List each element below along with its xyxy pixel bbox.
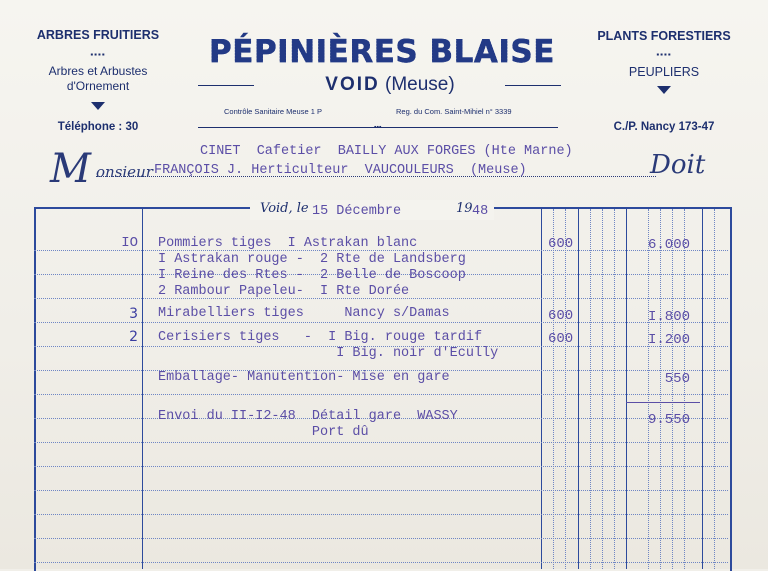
column-divider <box>672 209 673 569</box>
divider <box>505 85 561 86</box>
column-divider <box>541 209 542 569</box>
header-right-line1: PLANTS FORESTIERS <box>597 29 731 43</box>
row-qty: IO <box>121 235 138 251</box>
ruled-line <box>34 394 728 395</box>
row-description: Envoi du II-I2-48 Détail gare WASSY <box>158 409 458 424</box>
ruled-line <box>34 466 728 467</box>
script-doit: Doit <box>650 150 706 180</box>
ruled-line <box>34 514 728 515</box>
header-left <box>22 28 174 133</box>
phone-number: Téléphone : 30 <box>57 121 139 133</box>
column-divider <box>553 209 554 569</box>
column-divider <box>714 209 715 569</box>
trade-registry: Reg. du Com. Saint-Mihiel n° 3339 <box>396 107 512 116</box>
row-description: 2 Rambour Papeleu- I Rte Dorée <box>158 284 410 299</box>
sanitary-control: Contrôle Sanitaire Meuse 1 P <box>224 107 322 116</box>
town-name: VOID <box>325 74 380 95</box>
date-year: 48 <box>472 204 489 219</box>
ruled-line <box>34 490 728 491</box>
row-unit-price: 600 <box>548 308 574 324</box>
row-unit-price: 600 <box>548 236 574 252</box>
ornament-divider-icon: ▪▪▪▪ <box>90 50 106 59</box>
company-name: PÉPINIÈRES BLAISE <box>192 34 572 70</box>
row-qty: 2 <box>129 329 138 345</box>
row-amount: 550 <box>664 371 690 387</box>
row-description: Port dû <box>158 425 369 440</box>
addressee-line-1: CINET Cafetier BAILLY AUX FORGES (Hte Marne) <box>200 144 573 159</box>
script-onsieur: onsieur <box>96 163 153 181</box>
ruled-line <box>34 562 728 563</box>
row-unit-price: 600 <box>548 331 574 347</box>
row-description: I Reine des Rtes - 2 Belle de Boscoop <box>158 268 466 283</box>
column-divider <box>578 209 579 569</box>
date-year-prefix: 19 <box>456 201 473 216</box>
row-description: Mirabelliers tiges Nancy s/Damas <box>158 306 450 321</box>
column-divider <box>660 209 661 569</box>
divider <box>198 85 254 86</box>
rule-ornament-icon: ▪▪▪ <box>374 124 382 131</box>
column-divider <box>626 209 627 569</box>
script-m: M <box>50 146 91 192</box>
triangle-ornament-icon <box>22 94 174 114</box>
header-left-line1: ARBRES FRUITIERS <box>36 28 160 42</box>
total-amount: 9.550 <box>647 412 690 428</box>
header-right-line2: PEUPLIERS <box>628 65 700 79</box>
town-line <box>260 74 520 96</box>
row-amount: I.200 <box>647 332 690 348</box>
total-rule <box>626 402 700 403</box>
ruled-line <box>34 442 728 443</box>
row-description: Cerisiers tiges - I Big. rouge tardif <box>158 330 483 345</box>
triangle-ornament-icon <box>588 80 740 98</box>
date-day-month: 15 Décembre <box>312 204 402 219</box>
row-amount: I.800 <box>647 309 690 325</box>
row-description: Emballage- Manutention- Mise en gare <box>158 370 450 385</box>
header-right <box>588 29 740 133</box>
invoice-date <box>250 200 494 220</box>
row-description: Pommiers tiges I Astrakan blanc <box>158 236 418 251</box>
column-divider <box>142 209 143 569</box>
addressee-line-2: FRANÇOIS J. Herticulteur VAUCOULEURS (Meuse) <box>154 163 527 178</box>
column-divider <box>614 209 615 569</box>
column-divider <box>702 209 703 569</box>
postal-account: C./P. Nancy 173-47 <box>613 121 715 133</box>
row-amount: 6.000 <box>647 237 690 253</box>
column-divider <box>684 209 685 569</box>
row-description: I Astrakan rouge - 2 Rte de Landsberg <box>158 252 466 267</box>
column-divider <box>590 209 591 569</box>
header-left-line3: d'Ornement <box>66 79 130 93</box>
ruled-line <box>34 538 728 539</box>
ornament-divider-icon: ▪▪▪▪ <box>656 50 672 59</box>
region-name: (Meuse) <box>385 74 455 95</box>
row-description: I Big. noir d'Ecully <box>158 346 499 361</box>
row-qty: 3 <box>129 306 138 322</box>
date-prefix: Void, le <box>260 201 309 216</box>
column-divider <box>565 209 566 569</box>
header-left-line2: Arbres et Arbustes <box>48 64 148 78</box>
column-divider <box>602 209 603 569</box>
column-divider <box>648 209 649 569</box>
